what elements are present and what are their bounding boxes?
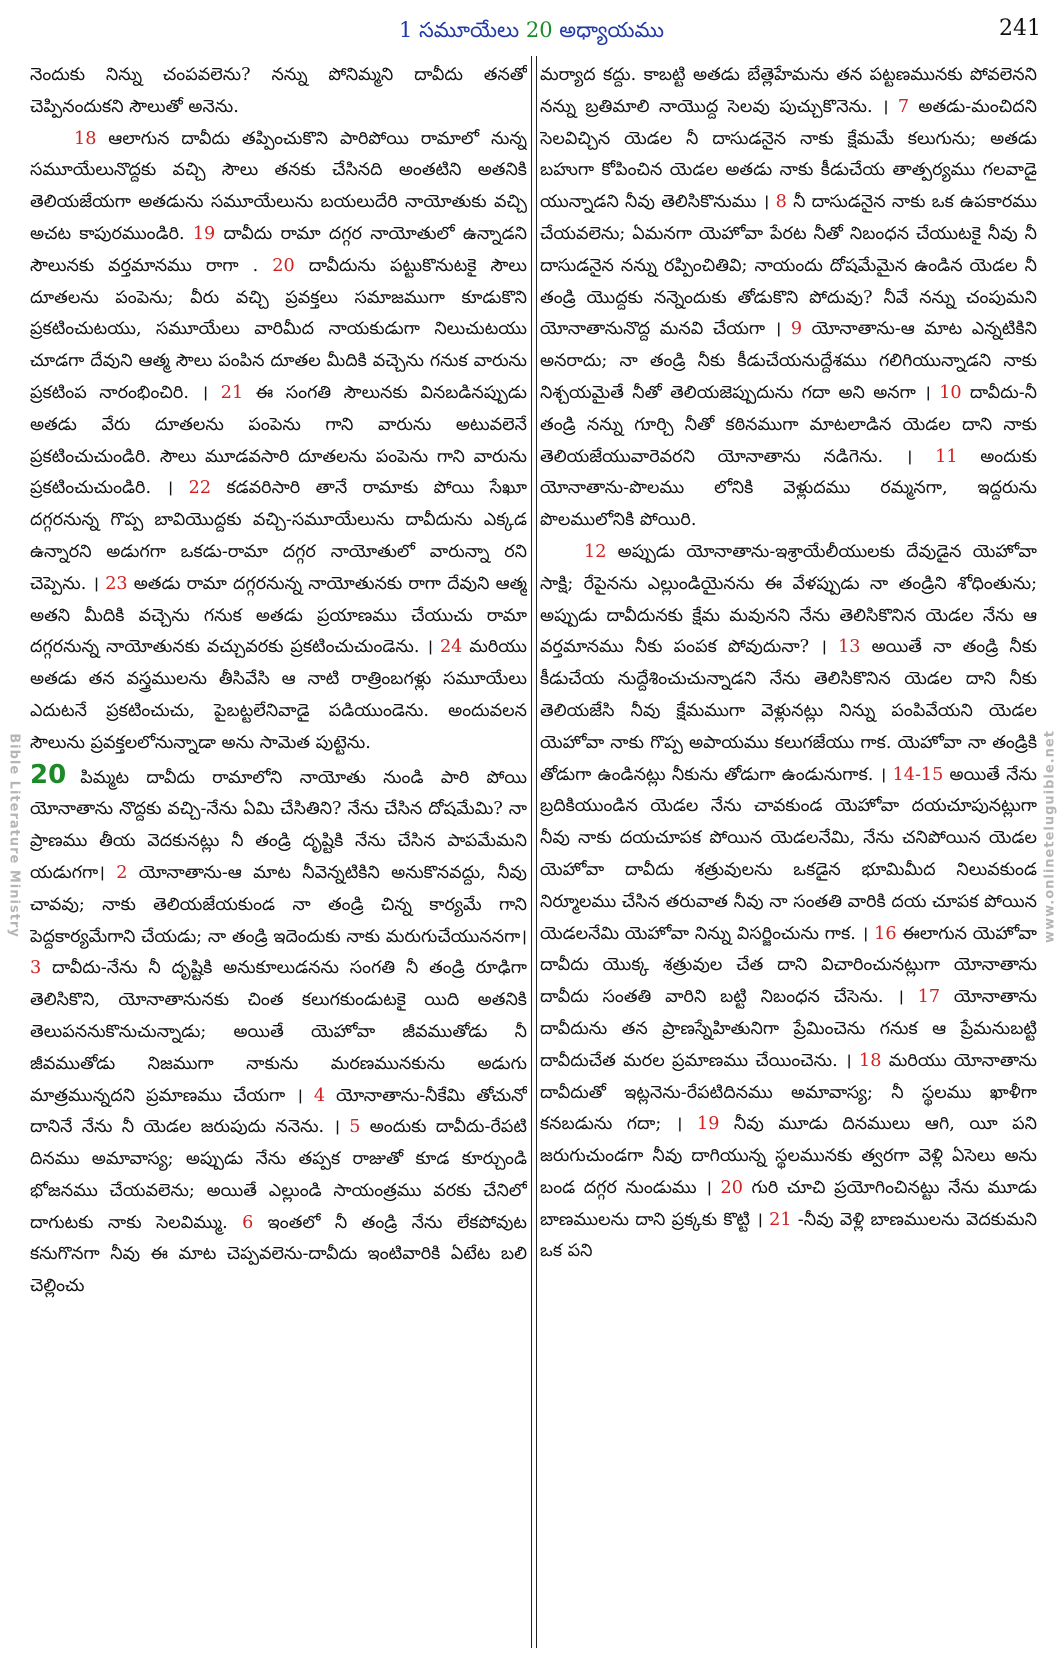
page-number: 241	[999, 16, 1041, 41]
verse-number: 4	[313, 1085, 326, 1106]
left-watermark	[2, 720, 24, 960]
verse-text: అయితే నా తండ్రి నీకు కీడుచేయ నుద్దేశించుచున్నాడని నేను తెలిసికొనిన యెడల దాని నీకు తెలియజేసి నీవు క్షేమముగా వెళ్లునట్లు నిన్ను పంపివేయని యెడల యెహోవా నాకు గొప్ప అపాయము కలుగజేయు గాక. యెహోవా నా తండ్రికి తోడుగా ఉండినట్లు నీకును తోడుగా ఉండునుగాక. ।	[540, 637, 1037, 785]
verse-number: 23	[105, 573, 128, 594]
right-column	[540, 60, 1037, 1646]
chapter-word: అధ్యాయము	[559, 18, 665, 42]
paragraph	[540, 60, 1037, 537]
verse-number: 20	[720, 1177, 743, 1198]
verse-number: 19	[697, 1114, 720, 1135]
verse-number: 21	[769, 1209, 792, 1230]
verse-text: దావీదును పట్టుకొనుటకై సౌలు దూతలను పంపెను; వీరు వచ్చి ప్రవక్తలు సమాజముగా కూడుకొని ప్రకటించుటయు, సమూయేలు వారిమీద నాయకుడుగా నిలుచుటయు చూడగా దేవుని ఆత్మ సౌలు పంపిన దూతల మీదికి వచ్చెను గనుక వారును ప్రకటింప నారంభించిరి. ।	[30, 255, 527, 403]
verse-text: దావీదు-నీ తండ్రి నన్ను గూర్చి నీతో కఠినముగా మాటలాడిన యెడల దాని నాకు తెలియజేయువారెవరని యోనాతాను నడిగెను. ।	[540, 382, 1037, 467]
verse-number: 21	[220, 382, 244, 403]
verse-text: పిమ్మట దావీదు రామాలోని నాయోతు నుండి పారి పోయి యోనాతాను నొద్దకు వచ్చి-నేను ఏమి చేసితిని? నేను చేసిన దోషమేమి? నా ప్రాణము తీయ వెదకునట్లు నీ తండ్రి దృష్టికి నేను చేసిన పాపమేమని యడుగగా।	[30, 767, 527, 883]
verse-number: 8	[775, 192, 787, 213]
verse-number: 3	[30, 958, 42, 979]
verse-number: 17	[917, 987, 941, 1008]
verse-text: అప్పుడు యోనాతాను-ఇశ్రాయేలీయులకు దేవుడైన యెహోవా సాక్షి; రేపైనను ఎల్లుండియైనను ఈ వేళప్పుడు నా తండ్రిని శోధింతును; అప్పుడు దావీదునకు క్షేమ మవునని నేను తెలిసికొనిన యెడల నేను ఆ వర్తమానము నీకు పంపక పోవుదునా? ।	[540, 541, 1037, 658]
paragraph	[30, 60, 527, 124]
verse-number: 6	[242, 1212, 254, 1233]
paragraph	[540, 537, 1037, 1268]
verse-text: నెందుకు నిన్ను చంపవలెను? నన్ను పోనిమ్మని దావీదు తనతో చెప్పినందుకని సౌలుతో అనెను.	[30, 65, 527, 117]
verse-number: 19	[192, 223, 216, 244]
verse-text: దావీదు రామా దగ్గర నాయోతులో ఉన్నాడని సౌలునకు వర్తమానము రాగా .	[30, 223, 527, 276]
verse-number: 16	[874, 923, 897, 944]
book-number: 1	[398, 18, 413, 42]
verse-number: 11	[935, 446, 958, 467]
left-column	[30, 60, 527, 1646]
verse-number: 18	[74, 128, 97, 149]
chapter-drop-number: 20	[30, 759, 67, 790]
verse-text: నీ దాసుడనైన నాకు ఒక ఉపకారము చేయవలెను; ఏమనగా యెహోవా పేరట నీతో నిబంధన చేయుటకై నీవు నీ దాసుడనైన నన్ను రప్పించితివి; నాయందు దోషమేమైన ఉండిన యెడల నీ తండ్రి యొద్దకు నన్నెందుకు తోడుకొని పోదువు? నీవే నన్ను చంపుమని యోనాతానునొద్ద మనవి చేయగా ।	[540, 192, 1037, 340]
verse-text: యోనాతాను-ఆ మాట నీవెన్నటికిని అనుకొనవద్దు, నీవు చావవు; నాకు తెలియజేయకుండ నా తండ్రి చిన్న కార్యమే గాని పెద్దకార్యమేగాని చేయడు; నా తండ్రి ఇదెందుకు నాకు మరుగుచేయుననగా।	[30, 862, 527, 947]
verse-text: ఆలాగున దావీదు తప్పించుకొని పారిపోయి రామాలో నున్న సమూయేలునొద్దకు వచ్చి సౌలు తనకు చేసినది అంతటిని అతనికి తెలియజేయగా అతడును సమూయేలును బయలుదేరి నాయోతుకు వచ్చి అచట కాపురముండిరి.	[30, 128, 527, 244]
chapter-number: 20	[525, 18, 553, 42]
verse-text: మరియు యోనాతాను దావీదుతో ఇట్లనెను-రేపటిదినము అమావాస్య; నీ స్థలము ఖాళీగా కనబడును గదా; ।	[540, 1050, 1037, 1135]
left-watermark-text: Bible Literature Ministry	[6, 733, 22, 938]
verse-number: 9	[790, 319, 803, 340]
verse-number: 13	[838, 637, 861, 658]
verse-text: ఇంతలో నీ తండ్రి నేను లేకపోవుట కనుగొనగా నీవు ఈ మాట చెప్పవలెను-దావీదు ఇంటివారికి ఏటేట బలి చెల్లించు	[30, 1212, 527, 1297]
verse-number: 22	[188, 478, 212, 499]
verse-text: మర్యాద కద్దు. కాబట్టి అతడు బేత్లెహేమను తన పట్టణమునకు పోవలెనని నన్ను బ్రతిమాలి నాయొద్ద సెలవు పుచ్చుకొనెను. ।	[540, 65, 1037, 117]
verse-number: 10	[939, 382, 962, 403]
verse-text: యోనాతాను-ఆ మాట ఎన్నటికిని అనరాదు; నా తండ్రి నీకు కీడుచేయనుద్దేశము గలిగియున్నాడని నాకు నిశ్చయమైతే నీతో తెలియజెప్పుదును గదా అని అనగా ।	[540, 319, 1037, 403]
verse-number: 24	[439, 637, 463, 658]
verse-text: అయితే నేను బ్రదికియుండిన యెడల నేను చావకుండ యెహోవా దయచూపునట్లుగా నీవు నాకు దయచూపక పోయిన యెడలనేమి, నేను చనిపోయిన యెడల యెహోవా దావీదు శత్రువులను ఒకడైన భూమిమీద నిలువకుండ నిర్మూలము చేసిన తరువాత నీవు నా సంతతి వారికి దయ చూపక పోయిన యెడలనేమి యెహోవా నిన్ను విసర్జించును గాక. ।	[540, 764, 1037, 944]
verse-text: యోనాతాను దావీదును తన ప్రాణస్నేహితునిగా ప్రేమించెను గనుక ఆ ప్రేమనుబట్టి దావీదుచేత మరల ప్రమాణము చేయించెను. ।	[540, 987, 1037, 1071]
running-title	[0, 18, 1063, 48]
verse-number: 2	[116, 862, 128, 883]
paragraph	[30, 124, 527, 760]
verse-text: యోనాతాను-నీకేమి తోచునో దానినే నేను నీ యెడల జరుపుదు ననెను. ।	[30, 1085, 527, 1138]
right-watermark-text: www.onlineteluguible.net	[1042, 730, 1058, 943]
verse-text: అతడు రామా దగ్గరనున్న నాయోతునకు రాగా దేవుని ఆత్మ అతని మీదికి వచ్చెను గనుక అతడు ప్రయాణము చేయుచు రామా దగ్గరనున్న నాయోతునకు వచ్చువరకు ప్రకటించుచుండెను. ।	[30, 573, 527, 658]
verse-text: ఈ సంగతి సౌలునకు వినబడినప్పుడు అతడు వేరు దూతలను పంపెను గాని వారును అటువలెనే ప్రకటించుచుండిరి. సౌలు మూడవసారి దూతలను పంపెను గాని వారును ప్రకటించుచుండిరి. ।	[30, 382, 527, 499]
verse-number: 14-15	[892, 764, 944, 785]
page-header	[0, 14, 1063, 50]
verse-text: కడవరిసారి తానే రామాకు పోయి సేఖూ దగ్గరనున్న గొప్ప బావియొద్దకు వచ్చి-సమూయేలును దావీదును ఎక్కడ ఉన్నారని అడుగగా ఒకడు-రామా దగ్గర నాయోతులో వారున్నా రని చెప్పెను. ।	[30, 478, 527, 594]
verse-number: 7	[897, 96, 910, 117]
verse-number: 20	[272, 255, 295, 276]
verse-text: అందుకు యోనాతాను-పొలము లోనికి వెళ్లుదము రమ్మనగా, ఇద్దరును పొలములోనికి పోయిరి.	[540, 446, 1037, 531]
verse-text: ఈలాగున యెహోవా దావీదు యొక్క శత్రువుల చేత దాని విచారించునట్లుగా యోనాతాను దావీదు సంతతి వారిని బట్టి నిబంధన చేసెను. ।	[540, 923, 1037, 1008]
verse-text: నీవు మూడు దినములు ఆగి, యీ పని జరుగుచుండగా నీవు దాగియున్న స్థలమునకు త్వరగా వెళ్లి ఏసెలు అను బండ దగ్గర నుండుము ।	[540, 1114, 1037, 1198]
verse-text: అతడు-మంచిదని సెలవిచ్చిన యెడల నీ దాసుడనైన నాకు క్షేమమే కలుగును; అతడు బహుగా కోపించిన యెడల అతడు నాకు కీడుచేయ తాత్పర్యము గలవాడై యున్నాడని నీవు తెలిసికొనుము ।	[540, 96, 1037, 213]
column-divider	[531, 56, 537, 1648]
paragraph	[30, 760, 527, 1304]
verse-text: గురి చూచి ప్రయోగించినట్టు నేను మూడు బాణములను దాని ప్రక్కకు కొట్టి ।	[540, 1177, 1037, 1230]
verse-number: 5	[349, 1117, 361, 1138]
verse-number: 12	[584, 541, 607, 562]
verse-text: దావీదు-నేను నీ దృష్టికి అనుకూలుడనను సంగతి నీ తండ్రి రూఢిగా తెలిసికొని, యోనాతానునకు చింత కలుగకుండుటకై యిది అతనికి తెలుపననుకొనుచున్నాడు; అయితే యెహోవా జీవముతోడు నీ జీవముతోడు నిజముగా నాకును మరణమునకును అడుగు మాత్రమున్నదని ప్రమాణము చేయగా ।	[30, 958, 527, 1106]
verse-text: -నీవు వెళ్లి బాణములను వెదకుమని ఒక పని	[540, 1209, 1037, 1262]
verse-text: అందుకు దావీదు-రేపటి దినము అమావాస్య; అప్పుడు నేను తప్పక రాజుతో కూడ కూర్చుండి భోజనము చేయవలెను; అయితే ఎల్లుండి సాయంత్రము వరకు చేనిలో దాగుటకు నాకు సెలవిమ్ము.	[30, 1117, 527, 1233]
book-name: సమూయేలు	[419, 18, 520, 42]
right-watermark	[1039, 690, 1061, 990]
verse-text: మరియు అతడు తన వస్త్రములను తీసివేసి ఆ నాటి రాత్రింబగళ్లు సమూయేలు ఎదుటనే ప్రకటించుచు, పైబట్టలేనివాడై పడియుండెను. అందువలన సౌలును ప్రవక్తలలోనున్నాడా అను సామెత పుట్టెను.	[30, 637, 527, 753]
verse-number: 18	[859, 1050, 882, 1071]
